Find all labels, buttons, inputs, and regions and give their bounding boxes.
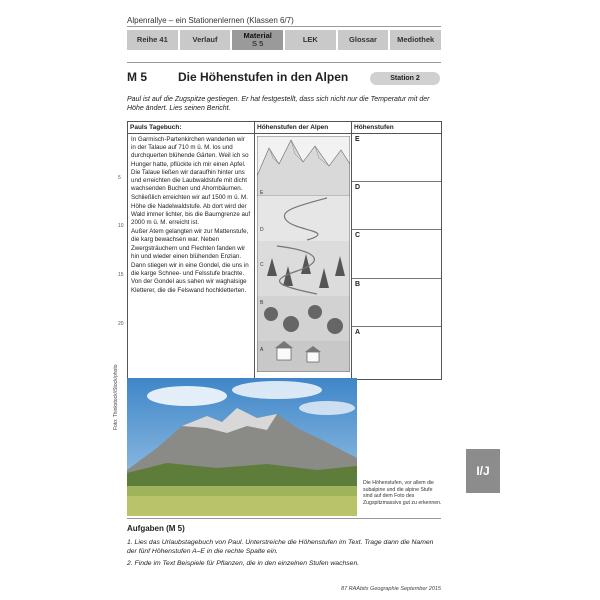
tab-label: Glossar — [349, 35, 377, 44]
task-list — [127, 539, 441, 573]
illustration-cell — [255, 134, 352, 380]
line-number: 5 — [118, 175, 121, 181]
task-item: 1. Lies das Urlaubstagebuch von Paul. Unterstreiche die Höhenstufen im Text. Trage dann die Namen der fünf Höhenstufen A–E in die rechte Spalte ein. — [127, 539, 434, 555]
title-divider — [127, 62, 441, 63]
nav-bar — [127, 30, 441, 50]
tab-glossar[interactable] — [338, 30, 389, 50]
station-badge: Station 2 — [370, 72, 440, 85]
tab-reihe[interactable] — [127, 30, 178, 50]
diary-paragraph: Außer Atem gelangten wir zur Mattenstufe, die karg bewachsen war. Neben Zwergsträuchern und Flechten fanden wir hin und wieder einen blühenden Enzian. — [131, 228, 249, 260]
zone-letter-b: B — [260, 300, 264, 306]
tab-label: Verlauf — [192, 35, 218, 44]
stufen-cell — [352, 134, 442, 380]
tab-label: Reihe 41 — [136, 35, 168, 44]
tab-material[interactable] — [232, 30, 283, 50]
stufe-field-d[interactable] — [352, 182, 441, 230]
tab-label: Material — [243, 31, 272, 40]
diary-paragraph: Schließlich erreichten wir auf 1500 m ü. M. Höhe die Nadelwaldstufe. Ab dort wird der Wald immer lichter, bis die Baumgrenze auf 2000 m ü. M. erreicht ist. — [131, 194, 251, 227]
diary-header: Pauls Tagebuch: — [128, 122, 255, 134]
photo-caption: Die Höhenstufen, vor allem die subalpine und die alpine Stufe sind auf dem Foto des Zugspitzmassivs gut zu erkennen. — [363, 480, 442, 506]
illustration-header: Höhenstufen der Alpen — [255, 122, 352, 134]
diary-cell — [128, 134, 255, 380]
stufe-field-b[interactable] — [352, 279, 441, 327]
diary-paragraph: In Garmisch-Partenkirchen wanderten wir in der Talaue auf 710 m ü. M. los und durchquerten blühende Gärten. Weil ich so Hunger hatte, pflückte ich mir einen Apfel. Die Talaue ließen wir daraufhin hinter uns und erreichten die Laubwaldstufe mit dicht wachsenden Buchen und Ahornbäumen. — [131, 136, 249, 193]
stufe-letter: E — [355, 136, 360, 143]
zone-letter-a: A — [260, 347, 264, 353]
page-footer: 87 RAAbits Geographie September 2015 — [341, 586, 441, 592]
header-divider — [127, 26, 441, 27]
stufen-header: Höhenstufen — [352, 122, 442, 134]
stufe-field-a[interactable] — [352, 327, 441, 374]
tab-lek[interactable] — [285, 30, 336, 50]
tab-label: LEK — [302, 35, 318, 44]
stufe-letter: B — [355, 280, 361, 288]
zone-letter-c: C — [260, 262, 264, 268]
worksheet-table — [127, 121, 442, 380]
zugspitze-photo — [127, 378, 357, 516]
diary-paragraph: Dann stiegen wir in eine Gondel, die uns in die karge Schnee- und Felsstufe brachte. Von der Gondel aus sahen wir waghalsige Kletterer, die die Felswand hochkletterten. — [131, 262, 249, 294]
page-title: Die Höhenstufen in den Alpen — [178, 70, 349, 84]
stufe-letter: D — [355, 184, 361, 192]
line-number: 15 — [118, 272, 124, 278]
intro-text: Paul ist auf die Zugspitze gestiegen. Er hat festgestellt, dass sich nicht nur die Temperatur mit der Höhe ändert. Lies seinen Bericht. — [127, 96, 430, 112]
tab-sublabel: S 5 — [252, 39, 264, 48]
stufe-field-c[interactable] — [352, 230, 441, 278]
line-number: 20 — [118, 321, 124, 327]
material-code: M 5 — [127, 70, 148, 84]
tab-mediothek[interactable] — [390, 30, 441, 50]
zone-letter-d: D — [260, 227, 264, 233]
tasks-divider — [127, 518, 441, 519]
stufe-field-e[interactable] — [352, 134, 441, 182]
zone-letter-e: E — [260, 190, 264, 196]
tasks-heading: Aufgaben (M 5) — [127, 524, 185, 533]
task-item: 2. Finde im Text Beispiele für Pflanzen, die in den einzelnen Stufen wachsen. — [127, 560, 360, 567]
stufe-letter: A — [355, 328, 361, 336]
photo-credit: Foto: Thinkstock/iStock/photo — [113, 364, 119, 430]
line-number: 10 — [118, 223, 124, 229]
section-tab: I/J — [466, 449, 500, 493]
tab-label: Mediothek — [397, 35, 435, 44]
tab-verlauf[interactable] — [180, 30, 231, 50]
header-title: Alpenrallye – ein Stationenlernen (Klassen 6/7) — [127, 16, 294, 25]
altitude-zones-illustration — [257, 136, 350, 372]
stufe-letter: C — [355, 232, 361, 240]
